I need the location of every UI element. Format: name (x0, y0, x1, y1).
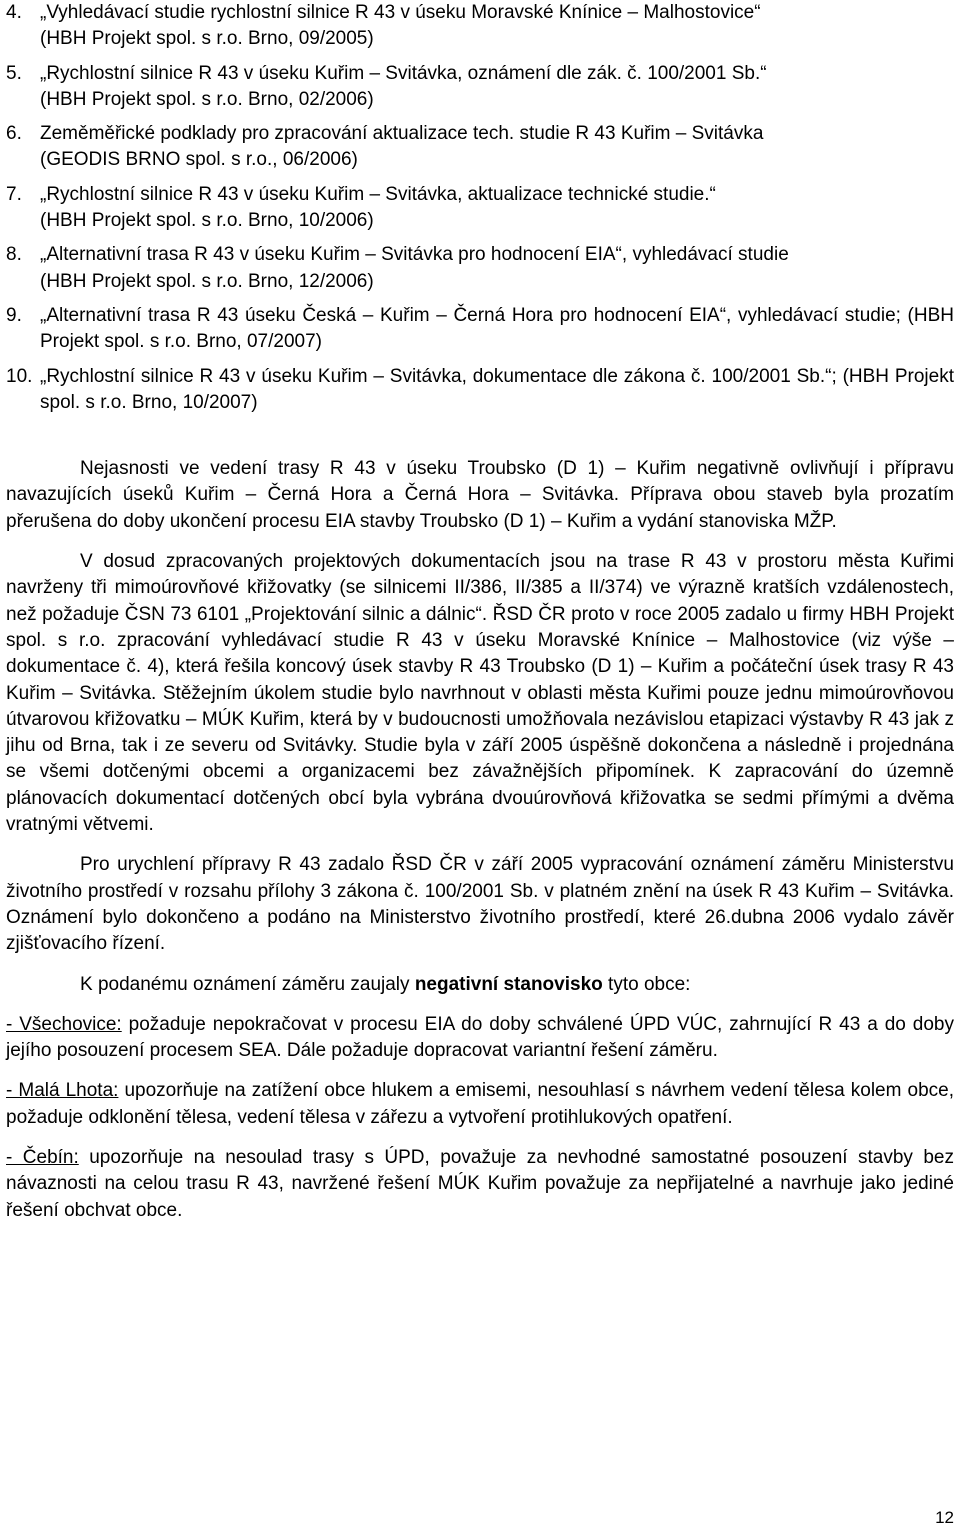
reference-item-4 (6, 0, 954, 53)
reference-text: „Alternativní trasa R 43 úseku Česká – Kuřim – Černá Hora pro hodnocení EIA“, vyhledávací studie; (HBH Projekt spol. s r.o. Brno, 07/2007) (40, 304, 954, 353)
municipality-name: - Malá Lhota: (6, 1080, 119, 1102)
paragraph-route-uncertainty: Nejasnosti ve vedení trasy R 43 v úseku Troubsko (D 1) – Kuřim negativně ovlivňují i přípravu navazujících úseků Kuřim – Černá Hora a Černá Hora – Svitávka. Příprava obou staveb byla prozatím přerušena do doby ukončení procesu EIA stavby Troubsko (D 1) – Kuřim a vydání stanoviska MŽP. (6, 458, 954, 532)
reference-text: „Rychlostní silnice R 43 v úseku Kuřim – Svitávka, oznámení dle zák. č. 100/2001 Sb.“ (HBH Projekt spol. s r.o. Brno, 02/2006) (40, 62, 767, 110)
municipality-vsechovice (6, 1012, 954, 1065)
municipality-statement: požaduje nepokračovat v procesu EIA do doby schválené ÚPD VÚC, zahrnující R 43 a do doby jejího posouzení procesem SEA. Dále požaduje dopracovat variantní řešení záměru. (6, 1013, 955, 1062)
paragraph-eia-notification: Pro urychlení přípravy R 43 zadalo ŘSD ČR v září 2005 vypracování oznámení záměru Ministerstvu životního prostředí v rozsahu přílohy 3 zákona č. 100/2001 Sb. v platném znění na úsek R 43 Kuřim – Svitávka. Oznámení bylo dokončeno a podáno na Ministerstvo životního prostředí, které 26.dubna 2006 vydalo závěr zjišťovacího řízení. (6, 854, 954, 955)
paragraph-negative-opinion: K podanému oznámení záměru zaujaly negativní stanovisko tyto obce: (80, 973, 691, 995)
reference-item-9 (6, 303, 954, 356)
reference-number: 4. (6, 2, 22, 23)
reference-text: „Alternativní trasa R 43 v úseku Kuřim – Svitávka pro hodnocení EIA“, vyhledávací studie (HBH Projekt spol. s r.o. Brno, 12/2006) (40, 244, 789, 292)
reference-number: 10. (6, 365, 33, 387)
body-text (6, 456, 954, 1224)
reference-item-6 (6, 121, 954, 174)
reference-number: 8. (6, 244, 22, 266)
municipality-statement: upozorňuje na zatížení obce hlukem a emisemi, nesouhlasí s návrhem vedení tělesa kolem obce, požaduje odklonění tělesa, vedení tělesa v zářezu a vytvoření protihlukových opatření. (6, 1080, 954, 1128)
municipality-cebin (6, 1145, 954, 1224)
reference-item-10 (6, 364, 954, 417)
negative-opinion-emphasis: negativní stanovisko (414, 973, 603, 995)
reference-text: „Rychlostní silnice R 43 v úseku Kuřim – Svitávka, aktualizace technické studie.“ (HBH Projekt spol. s r.o. Brno, 10/2006) (40, 183, 716, 232)
municipality-mala-lhota (6, 1078, 954, 1131)
reference-item-5 (6, 61, 954, 114)
reference-number: 5. (6, 62, 22, 84)
reference-number: 7. (6, 183, 22, 205)
reference-list (6, 0, 954, 416)
reference-text: „Vyhledávací studie rychlostní silnice R 43 v úseku Moravské Knínice – Malhostovice“ (HBH Projekt spol. s r.o. Brno, 09/2005) (40, 2, 761, 50)
municipality-name: - Všechovice: (6, 1013, 122, 1035)
municipality-name: - Čebín: (6, 1146, 79, 1168)
reference-number: 6. (6, 123, 22, 145)
page-number: 12 (935, 1508, 954, 1527)
municipality-statement: upozorňuje na nesoulad trasy s ÚPD, považuje za nevhodné samostatné posouzení stavby bez návaznosti na celou trasu R 43, navržené řešení MÚK Kuřim považuje za nepřijatelné a navrhuje jako jediné řešení obchvat obce. (6, 1146, 954, 1221)
paragraph-project-documentation: V dosud zpracovaných projektových dokumentacích jsou na trase R 43 v prostoru města Kuřimi navrženy tři mimoúrovňové křižovatky (se silnicemi II/386, II/385 a II/374) ve výrazně kratších vzdálenostech, než požaduje ČSN 73 6101 „Projektování silnic a dálnic“. ŘSD ČR proto v roce 2005 zadalo u firmy HBH Projekt spol. s r.o. zpracování vyhledávací studie R 43 v úseku Moravské Knínice – Malhostovice (viz výše – dokumentace č. 4), která řešila koncový úsek stavby R 43 Troubsko (D 1) – Kuřim a počáteční úsek trasy R 43 Kuřim – Svitávka. Stěžejním úkolem studie bylo navrhnout v oblasti města Kuřimi pouze jednu mimoúrovňovou útvarovou křižovatku – MÚK Kuřim, která by v budoucnosti umožňovala nezávislou etapizaci výstavby R 43 jak z jihu od Brna, tak i ze severu od Svitávky. Studie byla v září 2005 úspěšně dokončena a následně i projednána se všemi dotčenými obcemi a organizacemi bez závažnějších připomínek. K zapracování do územně plánovacích dokumentací dotčených obcí byla vybrána dvouúrovňová křižovatka se sedmi přímými a dvěma vratnými větvemi. (6, 551, 954, 836)
reference-text: Zeměměřické podklady pro zpracování aktualizace tech. studie R 43 Kuřim – Svitávka (GEODIS BRNO spol. s r.o., 06/2006) (40, 123, 764, 171)
document-page (6, 0, 954, 1238)
reference-item-7 (6, 182, 954, 235)
reference-item-8 (6, 242, 954, 295)
reference-number: 9. (6, 304, 22, 326)
reference-text: „Rychlostní silnice R 43 v úseku Kuřim – Svitávka, dokumentace dle zákona č. 100/2001 Sb.“; (HBH Projekt spol. s r.o. Brno, 10/2007) (40, 365, 954, 413)
